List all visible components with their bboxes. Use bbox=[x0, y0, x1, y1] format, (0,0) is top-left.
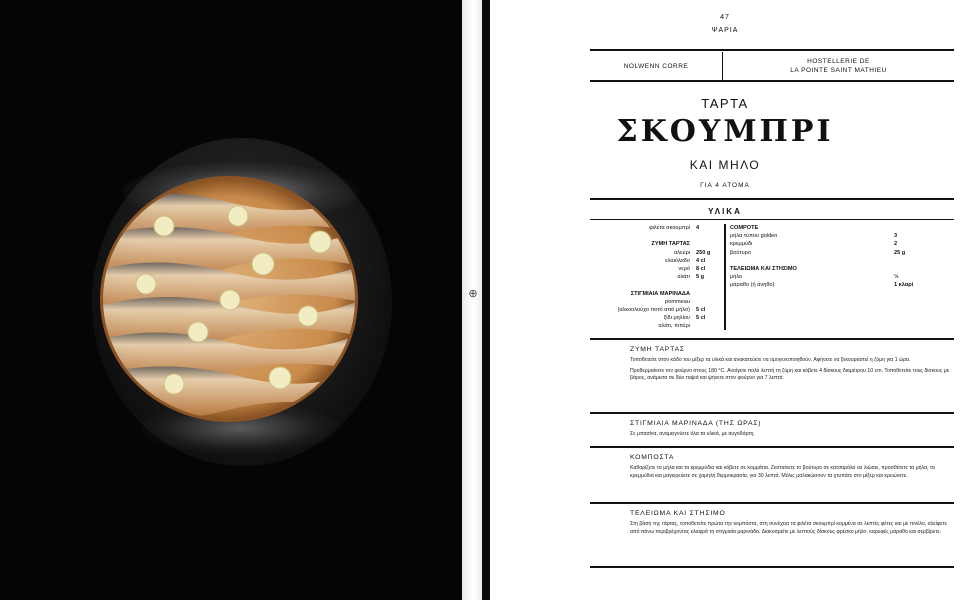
ingredient-group-heading bbox=[730, 224, 954, 232]
ingredient-row bbox=[730, 249, 954, 257]
ingredient-group-heading bbox=[590, 240, 720, 248]
ingredient-row bbox=[590, 232, 720, 240]
ingredient-label: ΣΤΙΓΜΙΑΙΑ ΜΑΡΙΝΑΔΑ bbox=[630, 290, 690, 297]
rule-bottom bbox=[590, 566, 954, 568]
rule-step-3 bbox=[590, 446, 954, 448]
photo-page bbox=[0, 0, 462, 600]
ingredient-row bbox=[730, 281, 954, 289]
ingredient-quantity: 8 cl bbox=[696, 265, 706, 272]
ingredient-quantity bbox=[696, 322, 720, 330]
title-main: ΣΚΟΥΜΠΡΙ bbox=[616, 114, 834, 149]
ingredient-group-heading bbox=[590, 290, 720, 298]
ingredient-quantity: ½ bbox=[894, 274, 899, 281]
chef-name: NOLWENN CORRE bbox=[623, 62, 689, 70]
step-block bbox=[630, 344, 954, 383]
step-paragraph: Στη βάση της τάρτας, τοποθετείτε πρώτα την κομπόστα, στη συνέχεια τα φιλέτα σκουμπρί κομμένα σε λεπτές φέτες και με πινέλο, αλείφετε από πάνω περιβρέχοντας ελαφρά τη στιγμιαία μαρινάδα. Διακοσμείτε με λεπτούς δίσκους φρέσκο μήλο, καρυφές μάραθο και σερβίρετε. bbox=[630, 521, 947, 535]
ingredient-quantity: 25 g bbox=[894, 249, 906, 256]
ingredient-row bbox=[590, 224, 720, 232]
ingredient-quantity: 5 cl bbox=[696, 306, 706, 313]
ingredient-quantity bbox=[894, 265, 954, 273]
ingredient-label: κρεμμύδι bbox=[730, 241, 753, 248]
step-paragraph: Προθερμαίνετε τον φούρνο στους 180 °C. Ανοίγετε πολύ λεπτή τη ζύμη και κόβετε 4 δίσκους διαμέτρου 10 cm. Τοποθετείτε τους δίσκους με βάρος, ανάμεσα σε δύο ταψιά και ψήνετε στον φούρνο για 7 λεπτά. bbox=[630, 367, 950, 382]
page-number: 47 bbox=[720, 14, 730, 21]
title-top: ΤΑΡΤΑ bbox=[701, 96, 749, 111]
registration-mark-icon: ⊕ bbox=[468, 288, 478, 300]
rule-ingredients-top bbox=[590, 198, 954, 200]
ingredients-left-column bbox=[590, 224, 720, 330]
ingredient-label: αλάτι bbox=[677, 274, 690, 281]
ingredient-label: μάραθο (ή άνηθο) bbox=[730, 282, 775, 289]
ingredient-label: pommeau bbox=[665, 298, 690, 305]
ingredient-quantity: 3 bbox=[894, 233, 898, 240]
ingredient-group-heading bbox=[730, 265, 954, 273]
ingredient-label: COMPOTE bbox=[730, 225, 759, 231]
ingredient-row bbox=[590, 306, 720, 314]
ingredient-quantity bbox=[696, 281, 720, 289]
step-heading: ΤΕΛΕΙΩΜΑ ΚΑΙ ΣΤΗΣΙΜΟ bbox=[630, 510, 726, 517]
ingredient-label: μήλα τύπου golden bbox=[730, 233, 778, 240]
ingredient-quantity bbox=[696, 290, 720, 298]
step-block bbox=[630, 452, 954, 480]
ingredient-row bbox=[590, 257, 720, 265]
step-paragraph: Τοποθετείτε στον κάδο του μίξερ τα υλικά και ανακατεύετε να ομογενοποιηθούν. Αφήνετε να ξεκουραστεί η ζύμη για 1 ώρα. bbox=[630, 357, 911, 363]
ingredient-label bbox=[730, 257, 894, 265]
restaurant-name: HOSTELLERIE DE LA POINTE SAINT MATHIEU bbox=[790, 58, 887, 74]
ingredient-row bbox=[590, 322, 720, 330]
ingredient-label: (αλκοολούχο ποτό από μήλο) bbox=[617, 306, 690, 313]
ingredient-quantity: 4 bbox=[696, 225, 700, 231]
ingredient-label bbox=[590, 232, 696, 240]
ingredient-label: βούτυρο bbox=[730, 249, 751, 256]
ingredients-heading: ΥΛΙΚΑ bbox=[708, 207, 742, 216]
ingredient-label: νερό bbox=[678, 265, 690, 272]
step-heading: ΖΥΜΗ ΤΑΡΤΑΣ bbox=[630, 346, 685, 353]
rule-ingredients-under bbox=[590, 219, 954, 220]
rule-step-1 bbox=[590, 338, 954, 340]
step-paragraph: Σε μπασίνα, αναμειγνύετε όλα τα υλικά, με αυγοδάρτη. bbox=[630, 431, 755, 437]
ingredient-label: ΤΕΛΕΙΩΜΑ ΚΑΙ ΣΤΗΣΙΜΟ bbox=[730, 265, 797, 272]
ingredient-quantity bbox=[696, 298, 720, 306]
credits-box bbox=[590, 52, 954, 80]
rule-step-2 bbox=[590, 412, 954, 414]
ingredient-quantity: 1 κλαρί bbox=[894, 282, 914, 289]
ingredient-row bbox=[590, 314, 720, 322]
ingredient-quantity bbox=[696, 240, 720, 248]
ingredient-label: μήλο bbox=[730, 274, 743, 281]
servings: ΓΙΑ 4 ΑΤΟΜΑ bbox=[700, 182, 750, 189]
ingredient-quantity: 2 bbox=[894, 241, 898, 248]
ingredient-quantity: 5 g bbox=[696, 274, 705, 281]
ingredients-right-column bbox=[730, 224, 954, 290]
gutter-shadow bbox=[482, 0, 490, 600]
ingredient-row bbox=[730, 273, 954, 281]
step-block bbox=[630, 418, 954, 439]
ingredient-label: ΖΥΜΗ ΤΑΡΤΑΣ bbox=[651, 241, 690, 248]
rule-top bbox=[590, 49, 954, 51]
ingredient-quantity bbox=[894, 257, 954, 265]
step-heading: ΣΤΙΓΜΙΑΙΑ ΜΑΡΙΝΑΔΑ (ΤΗΣ ΩΡΑΣ) bbox=[630, 420, 762, 427]
ingredient-row bbox=[730, 240, 954, 248]
ingredient-quantity: 4 cl bbox=[696, 257, 706, 264]
ingredients-column-divider bbox=[724, 224, 726, 330]
ingredient-row bbox=[590, 298, 720, 306]
ingredient-row bbox=[730, 257, 954, 265]
ingredient-quantity bbox=[696, 232, 720, 240]
ingredient-row bbox=[590, 281, 720, 289]
ingredient-label: φιλέτα σκουμπρί bbox=[649, 225, 690, 231]
title-sub: ΚΑΙ ΜΗΛΟ bbox=[689, 158, 761, 172]
ingredient-label: αλεύρι bbox=[673, 249, 690, 256]
rule-step-4 bbox=[590, 502, 954, 504]
ingredient-label bbox=[590, 281, 696, 289]
ingredient-row bbox=[590, 265, 720, 273]
step-block bbox=[630, 508, 954, 536]
ingredient-label: ξίδι μηλίου bbox=[663, 315, 690, 322]
ingredient-row bbox=[730, 232, 954, 240]
rule-credits-bottom bbox=[590, 80, 954, 82]
step-heading: ΚΟΜΠΟΣΤΑ bbox=[630, 454, 675, 461]
ingredient-quantity: 5 cl bbox=[696, 315, 706, 322]
mackerel-tart-image bbox=[98, 174, 360, 424]
ingredient-label: ελαιόλαδο bbox=[665, 257, 690, 264]
ingredient-row bbox=[590, 273, 720, 281]
section-label: ΨΑΡΙΑ bbox=[711, 27, 739, 34]
ingredient-quantity: 250 g bbox=[696, 249, 711, 256]
ingredient-quantity bbox=[894, 224, 954, 232]
step-paragraph: Καθαρίζετε τα μήλα και τα κρεμμύδια και κόβετε σε κομμάτια. Ζεσταίνετε το βούτυρο σε κατσαρόλα να λιώσει, προσθέτετε τα μήλα, τα κρεμμύδια και μαγειρεύετε σε χαμηλή θερμοκρασία, για 30 λεπτά. Μόλις μαλακώσουν τα χτυπάτε στο μίξερ και κρυώνετε. bbox=[630, 465, 935, 479]
recipe-page bbox=[490, 0, 960, 600]
ingredient-row bbox=[590, 249, 720, 257]
ingredient-label: αλάτι, πιπέρι bbox=[658, 323, 690, 330]
